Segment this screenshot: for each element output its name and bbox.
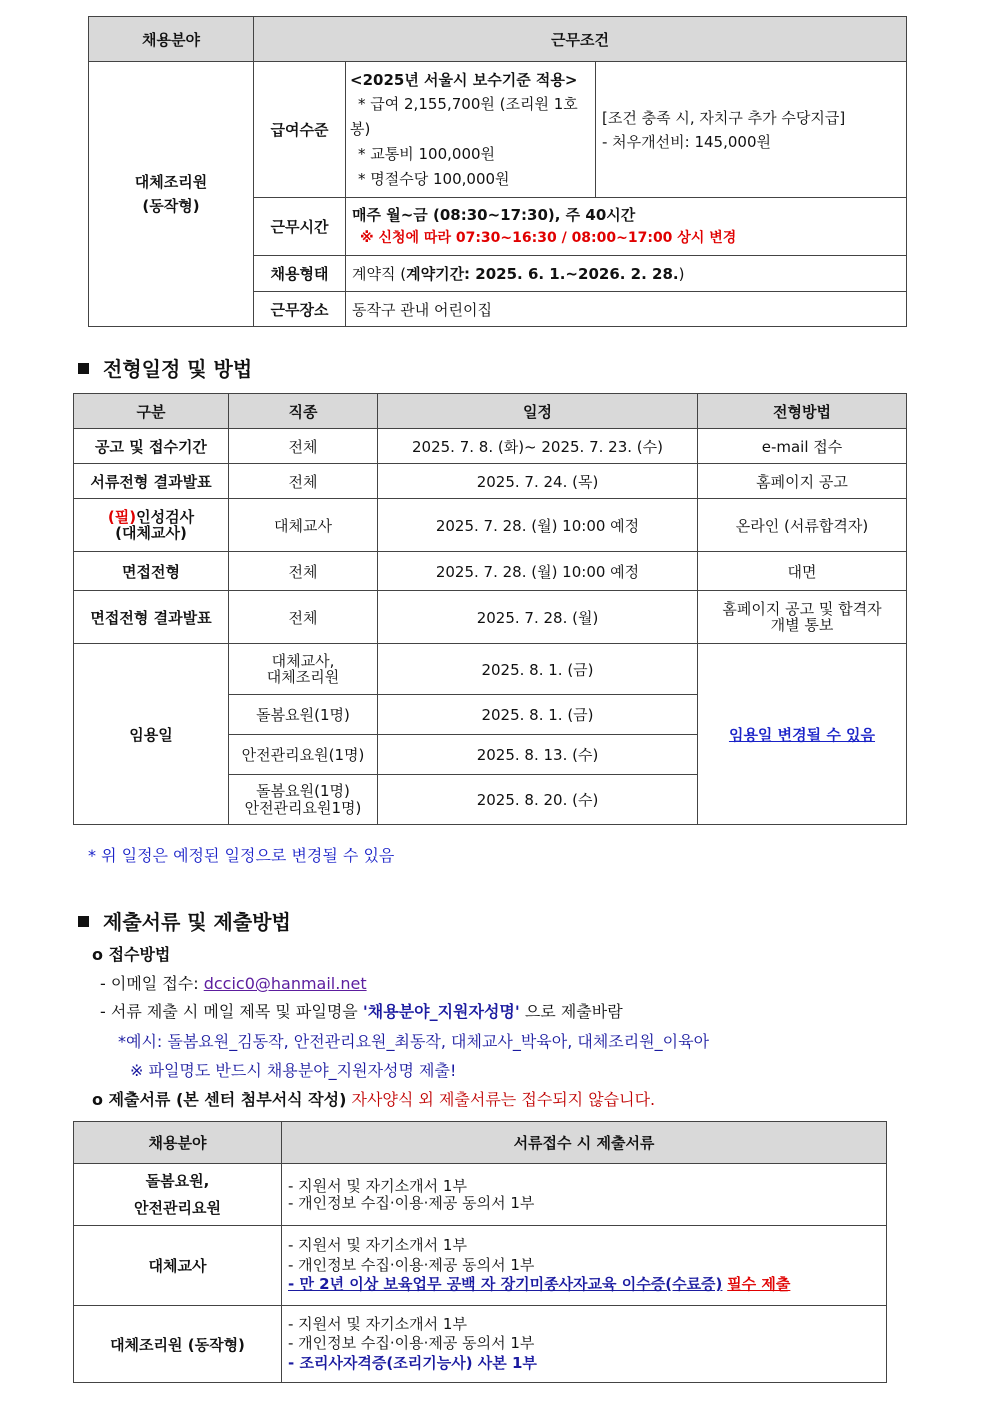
job-line2: 안전관리요원1명) (244, 798, 362, 817)
pay-holiday: * 명절수당 100,000원 (358, 169, 510, 188)
place-label: 근무장소 (254, 292, 346, 327)
documents-cell (282, 1164, 887, 1226)
type-details (346, 256, 907, 292)
category-cell: 공고 및 접수기간 (74, 429, 229, 464)
method-cell: 온라인 (서류합격자) (698, 499, 907, 552)
square-bullet-icon (78, 363, 89, 374)
method-cell: 홈페이지 공고 (698, 464, 907, 499)
header-date: 일정 (378, 394, 698, 429)
email-link[interactable]: dccic0@hanmail.net (203, 974, 367, 993)
documents-cell (282, 1226, 887, 1306)
pay-transport: * 교통비 100,000원 (358, 144, 496, 163)
table-row (74, 591, 907, 644)
hours-details (346, 198, 907, 256)
square-bullet-icon (78, 916, 89, 927)
method-line1: 홈페이지 공고 및 합격자 (722, 599, 882, 618)
date-cell: 2025. 7. 28. (월) (378, 591, 698, 644)
document-item: - 개인정보 수집·이용·제공 동의서 1부 (288, 1193, 535, 1212)
header-conditions: 근무조건 (254, 17, 907, 62)
file-naming-line (100, 999, 623, 1022)
schedule-table (73, 393, 907, 825)
extra-allowance-title: [조건 충족 시, 자치구 추가 수당지급] (602, 108, 846, 127)
job-cell (229, 644, 378, 695)
date-cell: 2025. 8. 20. (수) (378, 775, 698, 825)
date-cell: 2025. 7. 28. (월) 10:00 예정 (378, 499, 698, 552)
method-line2: 개별 통보 (770, 616, 834, 634)
documents-title-line (92, 1087, 655, 1110)
category-cell: 면접전형 결과발표 (74, 591, 229, 644)
role-line1: 돌봄요원, (145, 1172, 210, 1191)
documents-title: o 제출서류 (본 센터 첨부서식 작성) (92, 1090, 347, 1109)
date-cell: 2025. 8. 13. (수) (378, 735, 698, 775)
type-label: 채용형태 (254, 256, 346, 292)
header-category: 구분 (74, 394, 229, 429)
category-cell (74, 499, 229, 552)
schedule-heading (78, 353, 252, 382)
type-suffix: ) (678, 265, 685, 283)
role-line2: 안전관리요원 (134, 1198, 221, 1217)
table-row (74, 499, 907, 552)
job-line1: 대체교사, (271, 651, 335, 670)
pay-standard-title: <2025년 서울시 보수기준 적용> (350, 70, 578, 89)
document-item: - 지원서 및 자기소개서 1부 (288, 1314, 467, 1333)
work-conditions-table (88, 16, 907, 327)
table-row (74, 429, 907, 464)
table-row (74, 552, 907, 591)
receipt-method-title: o 접수방법 (92, 945, 171, 964)
job-cell: 전체 (229, 552, 378, 591)
pay-salary-cont: 봉) (350, 120, 371, 139)
extra-allowance (596, 62, 907, 198)
file-prefix: - 서류 제출 시 메일 제목 및 파일명을 (100, 1002, 363, 1021)
filename-note: ※ 파일명도 반드시 채용분야_지원자성명 제출! (130, 1061, 457, 1080)
file-suffix: 으로 제출바람 (519, 1002, 623, 1021)
table-row (74, 1226, 887, 1306)
job-line2: 대체조리원 (266, 668, 340, 686)
schedule-note: * 위 일정은 예정된 일정으로 변경될 수 있음 (88, 846, 395, 865)
hours-note: ※ 신청에 따라 07:30~16:30 / 08:00~17:00 상시 변경 (360, 230, 737, 247)
example-line: *예시: 돌봄요원_김동작, 안전관리요원_최동작, 대체교사_박육아, 대체조리원_이육아 (118, 1032, 710, 1051)
role-cell (89, 62, 254, 327)
job-cell: 안전관리요원(1명) (229, 735, 378, 775)
documents-heading-text: 제출서류 및 제출방법 (103, 910, 291, 934)
pay-details (346, 62, 596, 198)
category-line2: (대체교사) (115, 524, 187, 542)
job-cell: 전체 (229, 464, 378, 499)
role-region: (동작형) (142, 197, 200, 215)
header-documents: 서류접수 시 제출서류 (282, 1122, 887, 1164)
type-period: 계약기간: 2025. 6. 1.~2026. 2. 28. (406, 265, 679, 283)
pay-salary: * 급여 2,155,700원 (조리원 1호 (358, 95, 578, 114)
role-name: 대체조리원 (134, 173, 208, 191)
pay-label: 급여수준 (254, 62, 346, 198)
category-line1: 인성검사 (136, 507, 195, 526)
email-line (100, 971, 367, 994)
special-document: - 만 2년 이상 보육업무 공백 자 장기미종사자교육 이수증(수료증) (288, 1275, 723, 1294)
job-cell: 돌봄요원(1명) (229, 695, 378, 735)
special-document: - 조리사자격증(조리기능사) 사본 1부 (288, 1353, 537, 1372)
table-row (74, 644, 907, 695)
category-cell: 면접전형 (74, 552, 229, 591)
role-cell: 대체교사 (74, 1226, 282, 1306)
table-row (74, 464, 907, 499)
date-cell: 2025. 7. 24. (목) (378, 464, 698, 499)
job-cell (229, 775, 378, 825)
required-mark: 필수 제출 (727, 1275, 791, 1294)
date-cell: 2025. 7. 28. (월) 10:00 예정 (378, 552, 698, 591)
header-job: 직종 (229, 394, 378, 429)
header-field: 채용분야 (74, 1122, 282, 1164)
role-cell (74, 1164, 282, 1226)
schedule-heading-text: 전형일정 및 방법 (103, 357, 253, 381)
method-cell: e-mail 접수 (698, 429, 907, 464)
table-row (74, 1306, 887, 1383)
appoint-note: 임용일 변경될 수 있음 (698, 644, 907, 825)
table-row (74, 1164, 887, 1226)
role-cell: 대체조리원 (동작형) (74, 1306, 282, 1383)
document-item: - 지원서 및 자기소개서 1부 (288, 1177, 467, 1195)
place-value: 동작구 관내 어린이집 (346, 292, 907, 327)
documents-heading (78, 906, 291, 935)
date-cell: 2025. 7. 8. (화)~ 2025. 7. 23. (수) (378, 429, 698, 464)
job-line1: 돌봄요원(1명) (256, 782, 350, 800)
category-cell: 서류전형 결과발표 (74, 464, 229, 499)
hours-main: 매주 월~금 (08:30~17:30), 주 40시간 (352, 206, 636, 225)
documents-warning: 자사양식 외 제출서류는 접수되지 않습니다. (351, 1090, 656, 1109)
documents-cell (282, 1306, 887, 1383)
job-cell: 대체교사 (229, 499, 378, 552)
job-cell: 전체 (229, 591, 378, 644)
email-prefix: - 이메일 접수: (100, 974, 204, 993)
method-cell (698, 591, 907, 644)
hours-label: 근무시간 (254, 198, 346, 256)
date-cell: 2025. 8. 1. (금) (378, 695, 698, 735)
document-item: - 개인정보 수집·이용·제공 동의서 1부 (288, 1334, 535, 1353)
documents-table (73, 1121, 887, 1383)
required-mark: (필) (107, 507, 137, 526)
file-format: '채용분야_지원자성명' (362, 1002, 520, 1021)
header-field: 채용분야 (89, 17, 254, 62)
extra-allowance-amount: - 처우개선비: 145,000원 (602, 132, 771, 151)
job-cell: 전체 (229, 429, 378, 464)
document-item: - 개인정보 수집·이용·제공 동의서 1부 (288, 1255, 535, 1274)
method-cell: 대면 (698, 552, 907, 591)
document-item: - 지원서 및 자기소개서 1부 (288, 1236, 467, 1255)
type-prefix: 계약직 ( (352, 265, 407, 283)
date-cell: 2025. 8. 1. (금) (378, 644, 698, 695)
header-method: 전형방법 (698, 394, 907, 429)
appoint-label: 임용일 (74, 644, 229, 825)
